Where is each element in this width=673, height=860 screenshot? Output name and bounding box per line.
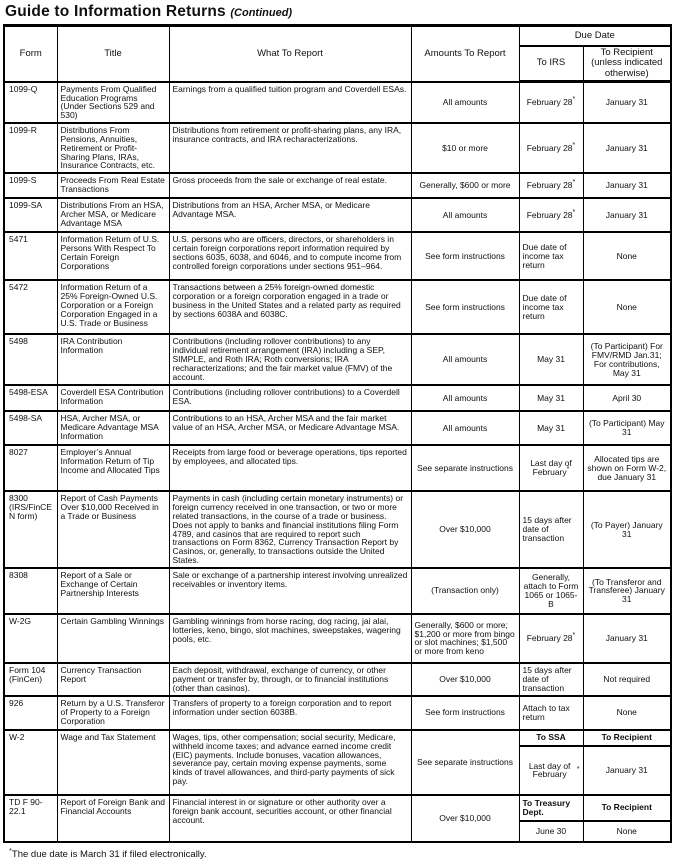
due-to-irs-cell: May 31 (519, 334, 583, 385)
due-to-irs-cell (519, 82, 583, 123)
amounts-cell: (Transaction only) (411, 568, 519, 614)
what-to-report-cell: Financial interest in or signature or other authority over a foreign bank account, securities account, or other financial account. (169, 795, 411, 842)
footnote-text: The due date is March 31 if filed electronically. (11, 849, 207, 860)
col-header-to-recipient: To Recipient (unless indicated otherwise) (583, 46, 671, 82)
title-cell: Return by a U.S. Transferor of Property to a Foreign Corporation (57, 696, 169, 730)
due-to-irs-cell (519, 614, 583, 663)
due-to-irs-cell (519, 445, 583, 491)
page-title-text: Guide to Information Returns (5, 3, 226, 20)
col-header-form: Form (4, 26, 57, 82)
title-cell: Report of Cash Payments Over $10,000 Received in a Trade or Business (57, 491, 169, 568)
due-date-text: February 28 (526, 632, 573, 643)
form-cell: 5498 (4, 334, 57, 385)
what-to-report-cell: U.S. persons who are officers, directors, or shareholders in certain foreign corporations report information required by sections 6035, 6038, and 6046, and to compute income from controlled foreign corporations under sections 951–964. (169, 232, 411, 280)
due-to-recipient-cell (583, 730, 671, 795)
form-cell: 1099-R (4, 123, 57, 173)
footnote-asterisk: * (572, 632, 576, 640)
table-row-8308 (4, 568, 671, 614)
amounts-cell: $10 or more (411, 123, 519, 173)
what-to-report-cell: Contributions (including rollover contributions) to any individual retirement arrangement (IRA) including a SEP, SIMPLE, and Roth IRA; Roth conversions; IRA recharacterizations; and the fair market value (FMV) of the account. (169, 334, 411, 385)
due-irs-subcolumn (520, 731, 583, 794)
col-header-due-date: Due Date (519, 26, 671, 47)
what-to-report-cell: Payments in cash (including certain monetary instruments) or foreign currency received in one transaction, or two or more related transactions, in the course of a trade or business. Does not apply to banks and financial institutions filing Form 4789, and casinos that are required to report such transactions on Form 8362, Currency Transaction Report by Casinos, or, generally, to transactions outside the United States. (169, 491, 411, 568)
table-row-1099-s (4, 173, 671, 198)
page-title (5, 3, 671, 21)
due-irs-subvalue: June 30 (535, 825, 567, 836)
title-cell: Information Return of U.S. Persons With Respect To Certain Foreign Corporations (57, 232, 169, 280)
table-row-5472 (4, 280, 671, 334)
table-row-5471 (4, 232, 671, 280)
what-to-report-cell: Transactions between a 25% foreign-owned domestic corporation or a foreign corporation engaged in a trade or business in the United States and a related party as required by sections 6038A and 6038C. (169, 280, 411, 334)
due-irs-subheader: To Treasury Dept. (520, 796, 583, 822)
due-to-irs-cell: Generally, attach to Form 1065 or 1065-B (519, 568, 583, 614)
amounts-cell: All amounts (411, 82, 519, 123)
table-row-5498 (4, 334, 671, 385)
form-cell: W-2 (4, 730, 57, 795)
col-header-title: Title (57, 26, 169, 82)
due-irs-subheader: To SSA (520, 731, 583, 747)
what-to-report-cell: Gross proceeds from the sale or exchange of real estate. (169, 173, 411, 198)
due-to-irs-cell: Due date of income tax return (519, 280, 583, 334)
amounts-cell: See form instructions (411, 232, 519, 280)
amounts-cell: Generally, $600 or more (411, 173, 519, 198)
due-to-recipient-cell: (To Participant) May 31 (583, 411, 671, 445)
table-row-w2 (4, 730, 671, 795)
due-date-text: Last day of February (528, 760, 571, 780)
due-recipient-subvalue: January 31 (605, 764, 648, 775)
what-to-report-cell: Distributions from retirement or profit-sharing plans, any IRA, insurance contracts, and IRA recharacterizations. (169, 123, 411, 173)
what-to-report-cell: Wages, tips, other compensation; social security, Medicare, withheld income taxes; and advance earned income credit (EIC) payments. Include bonuses, vacation allowances, severance pay, certain moving expense payments, some kinds of travel allowances, and third-party payments of sick pay. (169, 730, 411, 795)
title-cell: Proceeds From Real Estate Transactions (57, 173, 169, 198)
due-to-recipient-cell: January 31 (583, 198, 671, 232)
due-date-text: February 28 (526, 97, 573, 108)
form-cell: W-2G (4, 614, 57, 663)
due-to-recipient-cell: (To Participant) For FMV/RMD Jan.31; For contributions, May 31 (583, 334, 671, 385)
title-cell: Report of Foreign Bank and Financial Accounts (57, 795, 169, 842)
due-to-irs-cell: May 31 (519, 411, 583, 445)
due-to-irs-cell: May 31 (519, 385, 583, 411)
due-to-recipient-cell: Not required (583, 663, 671, 696)
amounts-cell: All amounts (411, 411, 519, 445)
form-cell: 5498-SA (4, 411, 57, 445)
due-date-text: February 28 (526, 180, 573, 191)
title-cell: Payments From Qualified Education Programs (Under Sections 529 and 530) (57, 82, 169, 123)
due-to-recipient-cell: April 30 (583, 385, 671, 411)
due-to-irs-cell (519, 123, 583, 173)
due-recipient-subheader: To Recipient (584, 796, 671, 822)
what-to-report-cell: Contributions (including rollover contributions) to a Coverdell ESA. (169, 385, 411, 411)
due-recipient-subcolumn (584, 796, 671, 841)
due-to-recipient-cell: January 31 (583, 123, 671, 173)
due-to-recipient-cell: None (583, 232, 671, 280)
what-to-report-cell: Each deposit, withdrawal, exchange of currency, or other payment or transfer by, through, or to financial institutions (other than casinos). (169, 663, 411, 696)
due-to-irs-cell: Due date of income tax return (519, 232, 583, 280)
due-to-recipient-cell: None (583, 696, 671, 730)
form-cell: 1099-SA (4, 198, 57, 232)
amounts-cell: All amounts (411, 198, 519, 232)
footnote-asterisk: * (572, 179, 576, 187)
table-row-8027 (4, 445, 671, 491)
due-irs-subcolumn (520, 796, 583, 841)
footnote-asterisk: * (572, 209, 576, 217)
what-to-report-cell: Distributions from an HSA, Archer MSA, or Medicare Advantage MSA. (169, 198, 411, 232)
footnote-asterisk: * (572, 96, 576, 104)
form-cell: 8300 (IRS/FinCEN form) (4, 491, 57, 568)
what-to-report-cell: Sale or exchange of a partnership interest involving unrealized receivables or inventory items. (169, 568, 411, 614)
amounts-cell: Over $10,000 (411, 795, 519, 842)
due-to-irs-cell (519, 795, 583, 842)
due-to-recipient-cell: (To Transferor and Transferee) January 31 (583, 568, 671, 614)
table-row-5498-esa (4, 385, 671, 411)
col-header-amounts-to-report: Amounts To Report (411, 26, 519, 82)
amounts-cell: See separate instructions (411, 730, 519, 795)
footnote-asterisk: * (572, 141, 576, 149)
due-date-text: Last day of February (530, 458, 572, 478)
amounts-cell: See separate instructions (411, 445, 519, 491)
title-cell: Employer’s Annual Information Return of Tip Income and Allocated Tips (57, 445, 169, 491)
table-row-1099-r (4, 123, 671, 173)
page-title-continued: (Continued) (230, 7, 293, 19)
title-cell: Information Return of a 25% Foreign-Owned U.S. Corporation or a Foreign Corporation Engaged in a U.S. Trade or Business (57, 280, 169, 334)
form-cell: 5498-ESA (4, 385, 57, 411)
due-to-recipient-cell: None (583, 280, 671, 334)
title-cell: Coverdell ESA Contribution Information (57, 385, 169, 411)
due-to-irs-cell (519, 198, 583, 232)
amounts-cell: See form instructions (411, 280, 519, 334)
table-header (4, 26, 671, 82)
due-to-irs-cell (519, 730, 583, 795)
title-cell: Distributions From Pensions, Annuities, Retirement or Profit-Sharing Plans, IRAs, Insurance Contracts, etc. (57, 123, 169, 173)
title-cell: Report of a Sale or Exchange of Certain Partnership Interests (57, 568, 169, 614)
table-row-form-104 (4, 663, 671, 696)
due-to-recipient-cell: Allocated tips are shown on Form W-2, due January 31 (583, 445, 671, 491)
what-to-report-cell: Contributions to an HSA, Archer MSA and the fair market value of an HSA, Archer MSA, or Medicare Advantage MSA. (169, 411, 411, 445)
due-to-irs-cell: 15 days after date of transaction (519, 491, 583, 568)
what-to-report-cell: Gambling winnings from horse racing, dog racing, jai alai, lotteries, keno, bingo, slot machines, sweepstakes, wagering pools, etc. (169, 614, 411, 663)
form-cell: 8308 (4, 568, 57, 614)
amounts-cell: Generally, $600 or more; $1,200 or more from bingo or slot machines; $1,500 or more from keno (411, 614, 519, 663)
table-row-926 (4, 696, 671, 730)
form-cell: 5471 (4, 232, 57, 280)
form-cell: TD F 90-22.1 (4, 795, 57, 842)
due-recipient-subheader: To Recipient (584, 731, 671, 747)
amounts-cell: All amounts (411, 334, 519, 385)
table-row-5498-sa (4, 411, 671, 445)
title-cell: Currency Transaction Report (57, 663, 169, 696)
due-to-recipient-cell: January 31 (583, 173, 671, 198)
due-to-recipient-cell (583, 795, 671, 842)
what-to-report-cell: Receipts from large food or beverage operations, tips reported by employees, and allocated tips. (169, 445, 411, 491)
form-cell: 926 (4, 696, 57, 730)
form-cell: 8027 (4, 445, 57, 491)
col-header-what-to-report: What To Report (169, 26, 411, 82)
title-cell: IRA Contribution Information (57, 334, 169, 385)
title-cell: Distributions From an HSA, Archer MSA, or Medicare Advantage MSA (57, 198, 169, 232)
amounts-cell: Over $10,000 (411, 491, 519, 568)
title-cell: Wage and Tax Statement (57, 730, 169, 795)
due-to-recipient-cell: (To Payer) January 31 (583, 491, 671, 568)
due-to-irs-cell: Attach to tax return (519, 696, 583, 730)
title-cell: HSA, Archer MSA, or Medicare Advantage MSA Information (57, 411, 169, 445)
table-row-1099-q (4, 82, 671, 123)
footnote-asterisk: * (566, 466, 570, 474)
table-footnote (9, 846, 671, 860)
form-cell: 1099-Q (4, 82, 57, 123)
what-to-report-cell: Transfers of property to a foreign corporation and to report information under section 6038B. (169, 696, 411, 730)
footnote-asterisk: * (9, 845, 12, 855)
due-recipient-subvalue: None (616, 825, 637, 836)
due-date-text: February 28 (526, 142, 573, 153)
due-to-recipient-cell: January 31 (583, 614, 671, 663)
due-date-text: February 28 (526, 209, 573, 220)
due-to-irs-cell: 15 days after date of transaction (519, 663, 583, 696)
form-cell: Form 104 (FinCen) (4, 663, 57, 696)
amounts-cell: All amounts (411, 385, 519, 411)
what-to-report-cell: Earnings from a qualified tuition program and Coverdell ESAs. (169, 82, 411, 123)
form-cell: 5472 (4, 280, 57, 334)
table-row-w2g (4, 614, 671, 663)
table-row-8300 (4, 491, 671, 568)
col-header-to-irs: To IRS (519, 46, 583, 82)
amounts-cell: Over $10,000 (411, 663, 519, 696)
due-recipient-subcolumn (584, 731, 671, 794)
due-irs-subvalue: Last day of February * (520, 747, 583, 794)
amounts-cell: See form instructions (411, 696, 519, 730)
title-cell: Certain Gambling Winnings (57, 614, 169, 663)
form-cell: 1099-S (4, 173, 57, 198)
information-returns-table (3, 24, 672, 843)
table-row-tdf-90-22-1 (4, 795, 671, 842)
due-to-irs-cell (519, 173, 583, 198)
table-row-1099-sa (4, 198, 671, 232)
due-to-recipient-cell: January 31 (583, 82, 671, 123)
